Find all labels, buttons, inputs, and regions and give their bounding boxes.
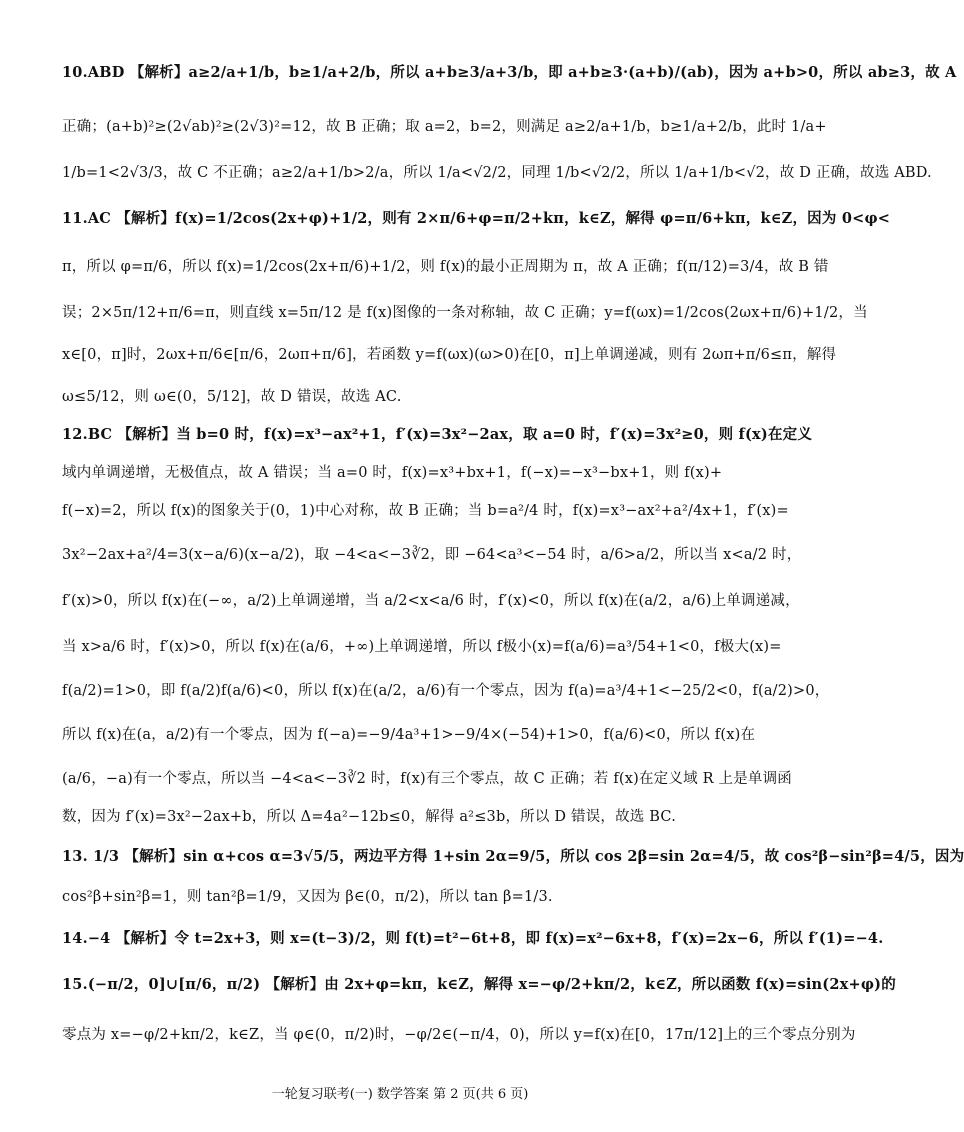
answer-11-line-3: 误；2×5π/12+π/6=π，则直线 x=5π/12 是 f(x)图像的一条对称轴，故 C 正确；y=f(ωx)=1/2cos(2ωx+π/6)+1/2，当	[62, 305, 868, 321]
answer-12-line-7: f(a/2)=1>0，即 f(a/2)f(a/6)<0，所以 f(x)在(a/2，a/6)有一个零点，因为 f(a)=a³/4+1<−25/2<0，f(a/2)>0，	[62, 683, 830, 699]
answer-10-line-3: 1/b=1<2√3/3，故 C 不正确；a≥2/a+1/b>2/a，所以 1/a<√2/2，同理 1/b<√2/2，所以 1/a+1/b<√2，故 D 正确，故选 ABD.	[62, 165, 932, 181]
answer-13-line-1: 13. 1/3 【解析】sin α+cos α=3√5/5，两边平方得 1+sin 2α=9/5，所以 cos 2β=sin 2α=4/5，故 cos²β−sin²β=4/5，因为	[62, 848, 964, 865]
answer-12-line-9: (a/6，−a)有一个零点，所以当 −4<a<−3∛2 时，f(x)有三个零点，故 C 正确；若 f(x)在定义域 R 上是单调函	[62, 771, 793, 787]
answer-12-line-1: 12.BC 【解析】当 b=0 时，f(x)=x³−ax²+1，f′(x)=3x²−2ax，取 a=0 时，f′(x)=3x²≥0，则 f(x)在定义	[62, 426, 813, 443]
answer-11-line-2: π，所以 φ=π/6，所以 f(x)=1/2cos(2x+π/6)+1/2，则 f(x)的最小正周期为 π，故 A 正确；f(π/12)=3/4，故 B 错	[62, 259, 829, 275]
answer-12-line-10: 数，因为 f′(x)=3x²−2ax+b，所以 Δ=4a²−12b≤0，解得 a²≤3b，所以 D 错误，故选 BC.	[62, 809, 677, 825]
answer-12-line-2: 域内单调递增，无极值点，故 A 错误；当 a=0 时，f(x)=x³+bx+1，f(−x)=−x³−bx+1，则 f(x)+	[62, 465, 723, 481]
answer-12-line-4: 3x²−2ax+a²/4=3(x−a/6)(x−a/2)，取 −4<a<−3∛2，即 −64<a³<−54 时，a/6>a/2，所以当 x<a/2 时，	[62, 547, 802, 563]
answer-11-line-5: ω≤5/12，则 ω∈(0，5/12]，故 D 错误，故选 AC.	[62, 389, 402, 405]
answer-14-line-1: 14.−4 【解析】令 t=2x+3，则 x=(t−3)/2，则 f(t)=t²−6t+8，即 f(x)=x²−6x+8，f′(x)=2x−6，所以 f′(1)=−4.	[62, 930, 884, 947]
answer-12-line-3: f(−x)=2，所以 f(x)的图象关于(0，1)中心对称，故 B 正确；当 b=a²/4 时，f(x)=x³−ax²+a²/4x+1，f′(x)=	[62, 503, 789, 519]
answer-10-line-1: 10.ABD 【解析】a≥2/a+1/b，b≥1/a+2/b，所以 a+b≥3/a+3/b，即 a+b≥3·(a+b)/(ab)，因为 a+b>0，所以 ab≥3，故 A	[62, 64, 957, 81]
answer-13-line-2: cos²β+sin²β=1，则 tan²β=1/9，又因为 β∈(0，π/2)，所以 tan β=1/3.	[62, 889, 553, 905]
answer-10-line-2: 正确；(a+b)²≥(2√ab)²≥(2√3)²=12，故 B 正确；取 a=2，b=2，则满足 a≥2/a+1/b，b≥1/a+2/b，此时 1/a+	[62, 119, 827, 135]
answer-15-line-1: 15.(−π/2，0]∪[π/6，π/2) 【解析】由 2x+φ=kπ，k∈Z，解得 x=−φ/2+kπ/2，k∈Z，所以函数 f(x)=sin(2x+φ)的	[62, 976, 896, 993]
answer-12-line-8: 所以 f(x)在(a，a/2)有一个零点，因为 f(−a)=−9/4a³+1>−9/4×(−54)+1>0，f(a/6)<0，所以 f(x)在	[62, 727, 756, 743]
answer-11-line-1: 11.AC 【解析】f(x)=1/2cos(2x+φ)+1/2，则有 2×π/6+φ=π/2+kπ，k∈Z，解得 φ=π/6+kπ，k∈Z，因为 0<φ<	[62, 210, 891, 227]
page-footer: 一轮复习联考(一) 数学答案 第 2 页(共 6 页)	[271, 1087, 529, 1102]
answer-12-line-6: 当 x>a/6 时，f′(x)>0，所以 f(x)在(a/6，+∞)上单调递增，所以 f极小(x)=f(a/6)=a³/54+1<0，f极大(x)=	[62, 639, 782, 655]
answer-12-line-5: f′(x)>0，所以 f(x)在(−∞，a/2)上单调递增，当 a/2<x<a/6 时，f′(x)<0，所以 f(x)在(a/2，a/6)上单调递减，	[62, 593, 800, 609]
answer-11-line-4: x∈[0，π]时，2ωx+π/6∈[π/6，2ωπ+π/6]，若函数 y=f(ωx)(ω>0)在[0，π]上单调递减，则有 2ωπ+π/6≤π，解得	[62, 347, 837, 363]
answer-15-line-2: 零点为 x=−φ/2+kπ/2，k∈Z，当 φ∈(0，π/2)时，−φ/2∈(−π/4，0)，所以 y=f(x)在[0，17π/12]上的三个零点分别为	[62, 1027, 856, 1043]
